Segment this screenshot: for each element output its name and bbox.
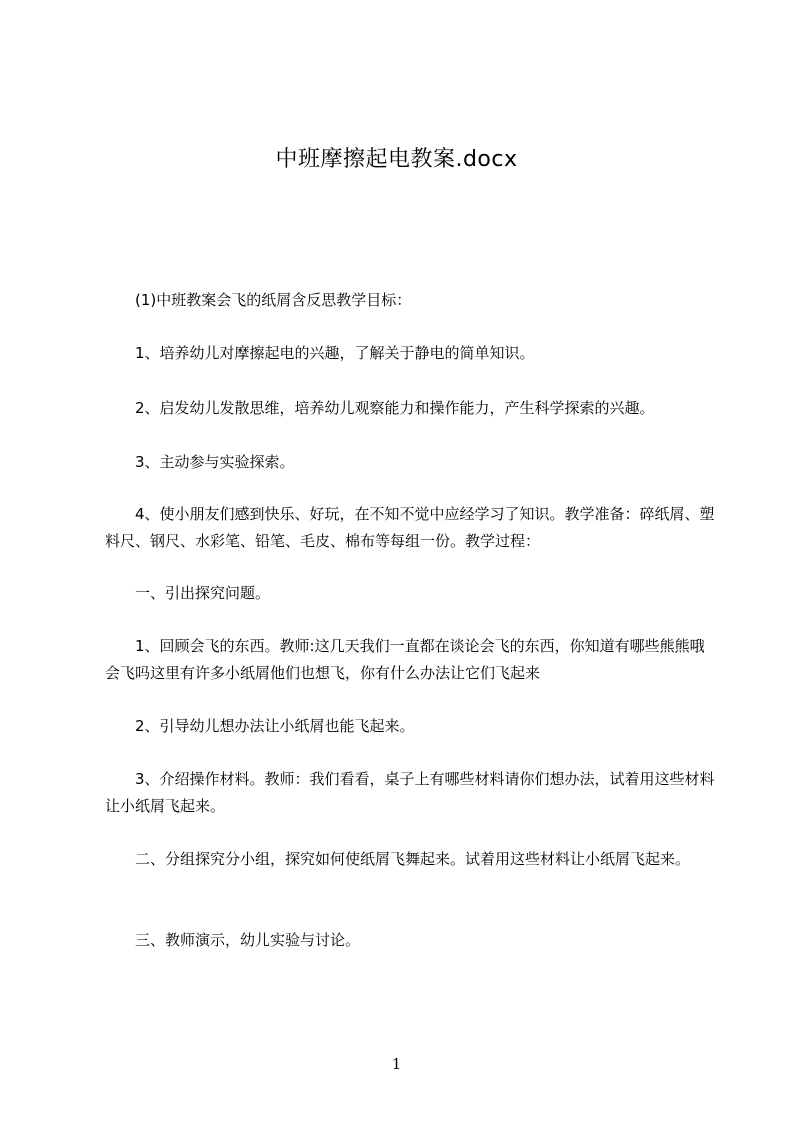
paragraph-section-two: 二、分组探究分小组，探究如何使纸屑飞舞起来。试着用这些材料让小纸屑飞起来。 — [135, 850, 691, 868]
document-title: 中班摩擦起电教案.docx — [275, 147, 518, 172]
paragraph-step-1-review: 1、回顾会飞的东西。教师:这几天我们一直都在谈论会飞的东西，你知道有哪些熊熊哦会飞吗这里有许多小纸屑他们也想飞，你有什么办法让它们飞起来 — [105, 637, 705, 682]
page-number: 1 — [391, 1055, 402, 1073]
paragraph-step-3-materials: 3、介绍操作材料。教师：我们看看，桌子上有哪些材料请你们想办法，试着用这些材料让小纸屑飞起来。 — [105, 770, 715, 815]
paragraph-objective-4-preparation: 4、使小朋友们感到快乐、好玩，在不知不觉中应经学习了知识。教学准备：碎纸屑、塑料尺、钢尺、水彩笔、铅笔、毛皮、棉布等每组一份。教学过程： — [105, 505, 715, 550]
paragraph-section-three: 三、教师演示，幼儿实验与讨论。 — [135, 931, 361, 949]
paragraph-objective-2: 2、启发幼儿发散思维，培养幼儿观察能力和操作能力，产生科学探索的兴趣。 — [135, 399, 655, 417]
paragraph-step-2-guide: 2、引导幼儿想办法让小纸屑也能飞起来。 — [135, 717, 415, 735]
paragraph-objective-1: 1、培养幼儿对摩擦起电的兴趣，了解关于静电的简单知识。 — [135, 344, 535, 362]
paragraph-section-one: 一、引出探究问题。 — [135, 584, 271, 602]
paragraph-objectives-heading: (1)中班教案会飞的纸屑含反思教学目标： — [135, 291, 412, 309]
paragraph-objective-3: 3、主动参与实验探索。 — [135, 453, 295, 471]
